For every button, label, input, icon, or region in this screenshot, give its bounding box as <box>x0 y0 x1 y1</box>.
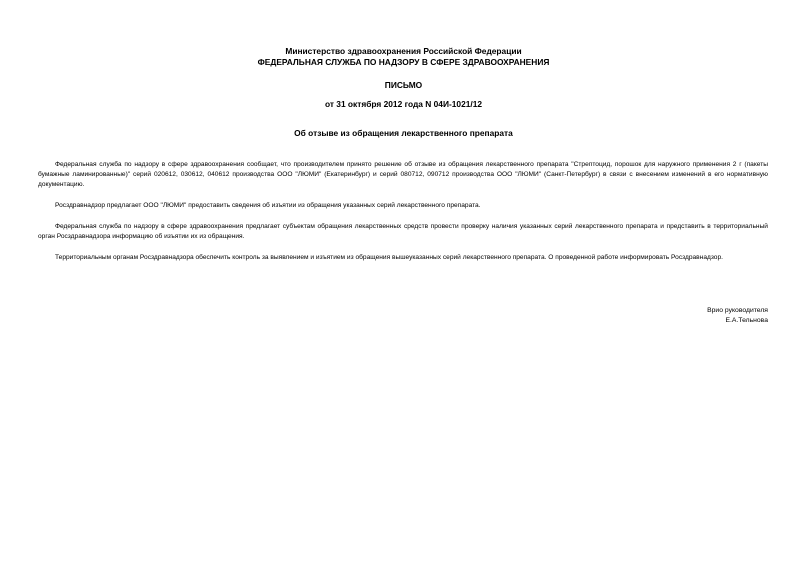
paragraph-subjects-check: Федеральная служба по надзору в сфере здравоохранения предлагает субъектам обращения лекарственных средств провести проверку наличия указанных серий лекарственного препарата и представить в территориальный орган Росздравнадзора информацию об изъятии их из обращения. <box>38 223 768 240</box>
paragraph-territorial-control: Территориальным органам Росздравнадзора обеспечить контроль за выявлением и изъятием из обращения вышеуказанных серий лекарственного препарата. О проведенной работе информировать Росздравнадзор. <box>55 254 723 261</box>
document-date-number: от 31 октября 2012 года N 04И-1021/12 <box>324 99 483 109</box>
ministry-heading: Министерство здравоохранения Российской Федерации <box>285 46 522 56</box>
service-heading: ФЕДЕРАЛЬНАЯ СЛУЖБА ПО НАДЗОРУ В СФЕРЕ ЗДРАВООХРАНЕНИЯ <box>257 57 550 67</box>
signature-name: Е.А.Тельнова <box>725 317 768 324</box>
document-subject: Об отзыве из обращения лекарственного препарата <box>294 128 513 138</box>
paragraph-recall-notice: Федеральная служба по надзору в сфере здравоохранения сообщает, что производителем принято решение об отзыве из обращения лекарственного препарата "Стрептоцид, порошок для наружного применения 2 г (пакеты бумажные ламинированные)" серий 020612, 030612, 040612 производства ООО "ЛЮМИ" (Екатеринбург) и серий 080712, 090712 производства ООО "ЛЮМИ" (Санкт-Петербург) в связи с внесением изменений в его нормативную документацию. <box>38 161 768 188</box>
document-type: ПИСЬМО <box>384 80 423 90</box>
signature-position: Врио руководителя <box>707 307 768 314</box>
paragraph-lumi-request: Росздравнадзор предлагает ООО "ЛЮМИ" предоставить сведения об изъятии из обращения указанных серий лекарственного препарата. <box>55 202 481 209</box>
